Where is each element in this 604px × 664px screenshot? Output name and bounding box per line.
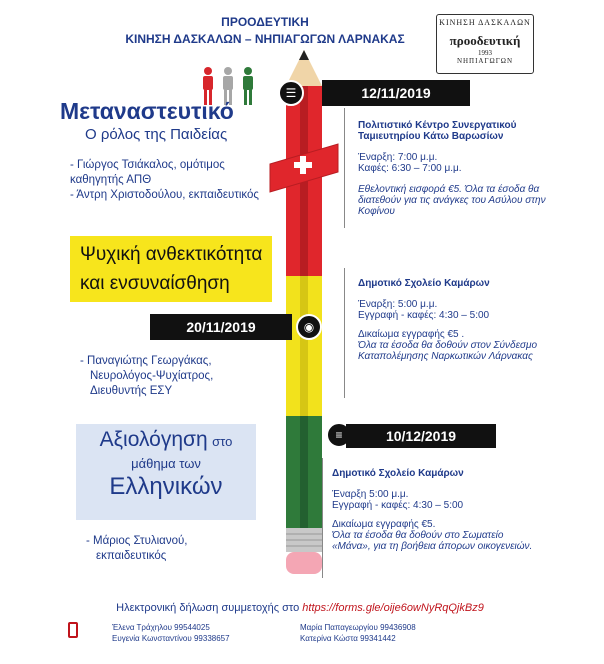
event2-title xyxy=(80,240,290,298)
event2-start: Έναρξη: 5:00 μ.μ. xyxy=(358,299,438,310)
speaker: - Παναγιώτης Γεωργάκας, xyxy=(80,355,212,367)
event2-details xyxy=(358,278,558,362)
registration-footer xyxy=(60,602,540,614)
organization-header xyxy=(100,14,430,48)
event1-coffee: Καφές: 6:30 – 7:00 μ.μ. xyxy=(358,163,462,174)
event1-note: Εθελοντική εισφορά €5. Όλα τα έσοδα θα διατεθούν για τις ανάγκες του Ασύλου στην Κοφίνου xyxy=(358,184,546,217)
contacts-right xyxy=(300,622,470,644)
event3-bracket xyxy=(322,458,329,578)
logo-year: 1993 xyxy=(478,49,492,57)
phone-icon xyxy=(68,622,78,638)
speaker: Διευθυντής ΕΣΥ xyxy=(90,385,173,397)
registration-link[interactable]: https://forms.gle/oije6owNyRqQjkBz9 xyxy=(302,602,484,614)
event1-speakers xyxy=(70,158,280,203)
contact: Ευγενία Κωνσταντίνου 99338657 xyxy=(112,634,230,643)
event1-start: Έναρξη: 7:00 μ.μ. xyxy=(358,152,438,163)
event2-note: Όλα τα έσοδα θα δοθούν στον Σύνδεσμο Καταπολέμησης Ναρκωτικών Λάρνακας xyxy=(358,340,538,362)
contact: Μαρία Παπαγεωργίου 99436908 xyxy=(300,623,416,632)
speaker: - Άντρη Χριστοδούλου, εκπαιδευτικός xyxy=(70,189,259,201)
speaker: Νευρολόγος-Ψυχίατρος, xyxy=(90,370,214,382)
contact: Έλενα Τράχηλου 99544025 xyxy=(112,623,210,632)
speaker: - Μάριος Στυλιανού, xyxy=(86,535,188,547)
event2-fee: Δικαίωμα εγγραφής €5 . xyxy=(358,329,465,340)
event2-bracket xyxy=(344,268,351,398)
event3-start: Έναρξη 5:00 μ.μ. xyxy=(332,489,409,500)
contact: Κατερίνα Κώστα 99341442 xyxy=(300,634,396,643)
event1-venue: Πολιτιστικό Κέντρο Συνεργατικού Ταμιευτηρίου Κάτω Βαρωσίων xyxy=(358,120,517,142)
event3-title-b: στο xyxy=(212,434,233,449)
speaker: εκπαιδευτικός xyxy=(96,550,167,562)
event2-registration: Εγγραφή - καφές: 4:30 – 5:00 xyxy=(358,310,490,321)
event3-details xyxy=(332,468,542,552)
event3-date: 10/12/2019 xyxy=(346,424,496,448)
contacts-left xyxy=(112,622,282,644)
header-line-2: ΚΙΝΗΣΗ ΔΑΣΚΑΛΩΝ – ΝΗΠΙΑΓΩΓΩΝ ΛΑΡΝΑΚΑΣ xyxy=(125,32,405,46)
event1-date: 12/11/2019 xyxy=(322,80,470,106)
event1-bracket xyxy=(344,108,351,228)
event3-fee: Δικαίωμα εγγραφής €5. xyxy=(332,519,436,530)
event2-date: 20/11/2019 xyxy=(150,314,292,340)
event3-title-a: Αξιολόγηση xyxy=(99,428,208,451)
event2-title-line-1: Ψυχική ανθεκτικότητα xyxy=(80,244,263,265)
layers-icon: ☰ xyxy=(278,80,304,106)
footer-text: Ηλεκτρονική δήλωση συμμετοχής στο xyxy=(116,602,300,614)
speaker: - Γιώργος Τσιάκαλος, ομότιμος καθηγητής ΑΠΘ xyxy=(70,159,225,186)
logo-arc-text: ΚΙΝΗΣΗ ΔΑΣΚΑΛΩΝ xyxy=(439,18,531,27)
pencil-eraser xyxy=(286,552,322,574)
event3-title-d: Ελληνικών xyxy=(109,473,223,500)
stack-icon: ≡ xyxy=(326,422,352,448)
event3-speakers xyxy=(86,534,286,564)
event3-note: Όλα τα έσοδα θα δοθούν στο Σωματείο «Μάνα», για τη βοήθεια άπορων οικογενειών. xyxy=(332,530,533,552)
event3-venue: Δημοτικό Σχολείο Καμάρων xyxy=(332,468,464,479)
event2-title-line-2: και ενσυναίσθηση xyxy=(80,273,230,294)
header-line-1: ΠΡΟΟΔΕΥΤΙΚΗ xyxy=(221,15,309,29)
event2-venue: Δημοτικό Σχολείο Καμάρων xyxy=(358,278,490,289)
organization-logo xyxy=(436,14,534,74)
event3-registration: Εγγραφή - καφές: 4:30 – 5:00 xyxy=(332,500,464,511)
pencil-lead xyxy=(299,50,309,60)
event3-title xyxy=(76,428,256,501)
event1-details xyxy=(358,120,568,217)
event2-speakers xyxy=(80,354,290,399)
event1-title: Μεταναστευτικό xyxy=(60,98,234,124)
event1-subtitle: Ο ρόλος της Παιδείας xyxy=(85,126,228,143)
logo-main-text: προοδευτική xyxy=(449,33,521,48)
event3-title-c: μάθημα των xyxy=(131,456,201,471)
logo-sub-text: ΝΗΠΙΑΓΩΓΩΝ xyxy=(456,57,514,65)
planet-icon: ◉ xyxy=(296,314,322,340)
